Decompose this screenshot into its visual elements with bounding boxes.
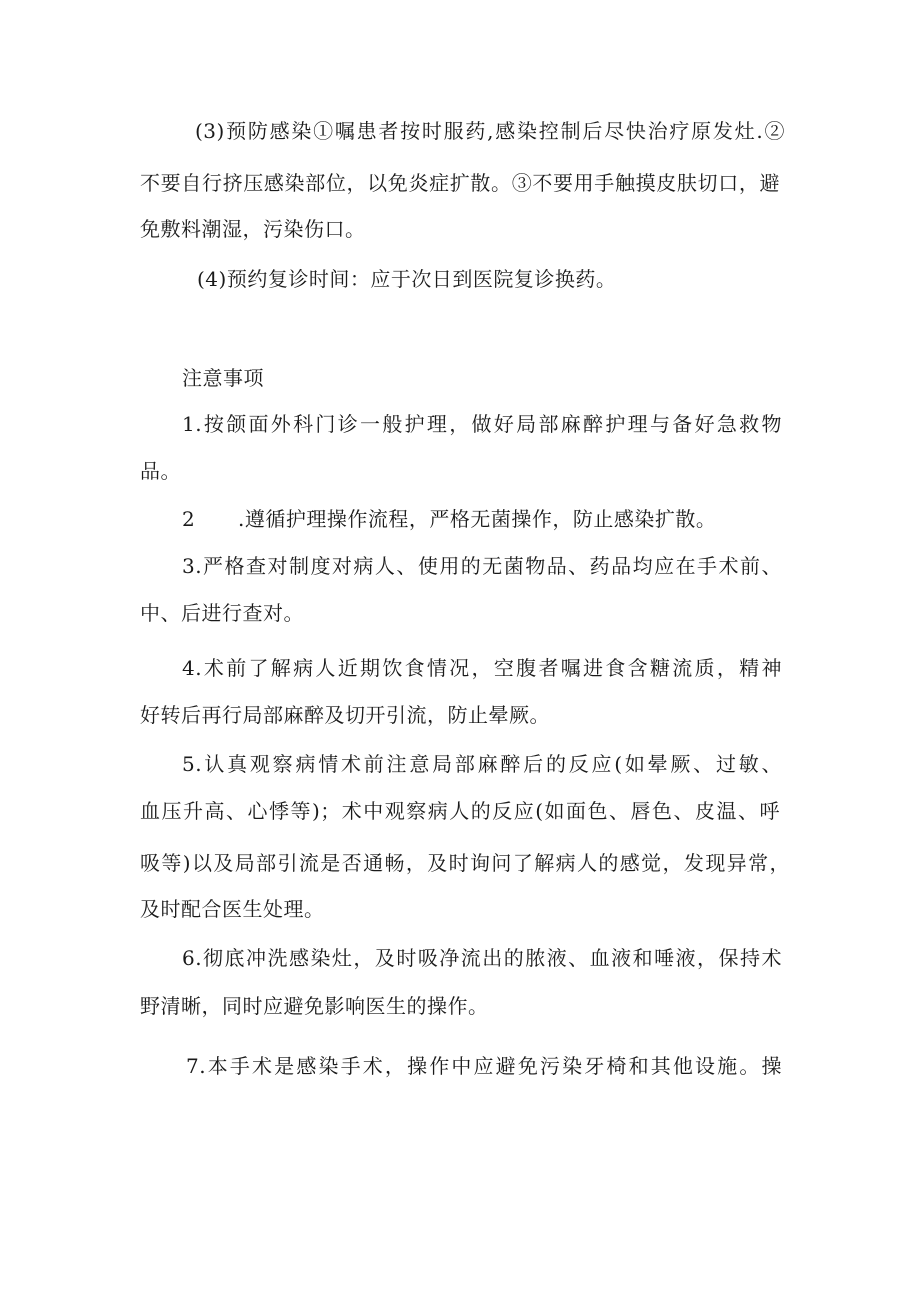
note-item-4-line-1: 4.术前了解病人近期饮食情况，空腹者嘱进食含糖流质，精神 — [182, 656, 782, 680]
notes-heading: 注意事项 — [182, 366, 264, 390]
note-item-5-line-3: 吸等)以及局部引流是否通畅，及时询问了解病人的感觉，发现异常， — [140, 851, 790, 875]
note-item-6-line-1: 6.彻底冲洗感染灶，及时吸净流出的脓液、血液和唾液，保持术 — [182, 946, 782, 970]
p3-line-1: (3)预防感染①嘱患者按时服药,感染控制后尽快治疗原发灶.② — [195, 119, 785, 143]
note-item-7-line-1: 7.本手术是感染手术，操作中应避免污染牙椅和其他设施。操 — [186, 1054, 782, 1078]
note-item-1-line-2: 品。 — [140, 459, 181, 483]
note-item-5-line-2: 血压升高、心悸等)；术中观察病人的反应(如面色、唇色、皮温、呼 — [140, 799, 780, 823]
note-item-2-number: 2 — [182, 507, 196, 531]
note-item-3-line-1: 3.严格查对制度对病人、使用的无菌物品、药品均应在手术前、 — [182, 554, 782, 578]
note-item-4-line-2: 好转后再行局部麻醉及切开引流，防止晕厥。 — [140, 703, 550, 727]
note-item-5-line-4: 及时配合医生处理。 — [140, 897, 325, 921]
note-item-5-line-1: 5.认真观察病情术前注意局部麻醉后的反应(如晕厥、过敏、 — [182, 752, 782, 776]
note-item-3-line-2: 中、后进行查对。 — [140, 601, 304, 625]
note-item-1-line-1: 1.按颌面外科门诊一般护理，做好局部麻醉护理与备好急救物 — [182, 412, 782, 436]
p3-line-2: 不要自行挤压感染部位，以免炎症扩散。③不要用手触摸皮肤切口，避 — [140, 171, 780, 195]
p4-line-1: (4)预约复诊时间：应于次日到医院复诊换药。 — [197, 267, 617, 291]
p3-line-3: 免敷料潮湿，污染伤口。 — [140, 217, 366, 241]
note-item-2-text: .遵循护理操作流程，严格无菌操作，防止感染扩散。 — [238, 507, 717, 531]
note-item-6-line-2: 野清晰，同时应避免影响医生的操作。 — [140, 994, 489, 1018]
